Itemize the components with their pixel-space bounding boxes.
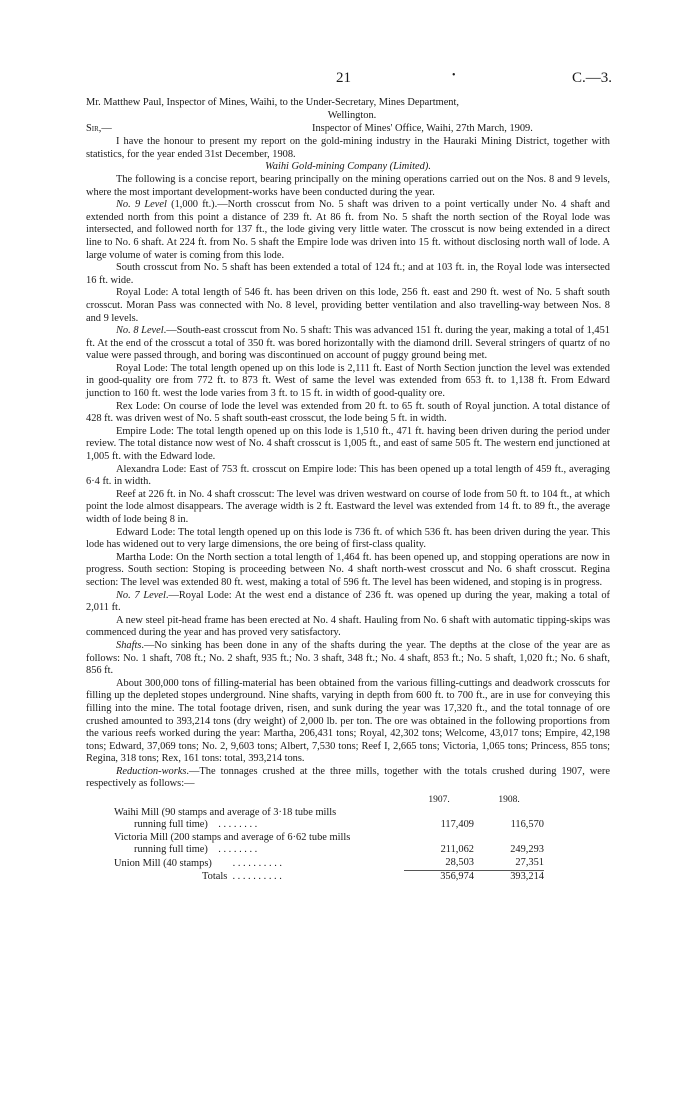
- company-title: Waihi Gold-mining Company (Limited).: [265, 161, 431, 173]
- paragraph: The following is a concise report, bearing principally on the mining operations carried out on the Nos. 8 and 9 levels, where the most important development-works have been conducted during the year.: [86, 173, 610, 198]
- inspector-name: Matthew Paul: [103, 97, 162, 108]
- cell-1907: 211,062: [440, 844, 474, 856]
- salutation-line: [86, 123, 610, 136]
- leader-dots: . . . . . . . . . .: [232, 857, 282, 869]
- totals-row: [114, 870, 544, 883]
- table-row: [114, 807, 544, 820]
- table-row: [114, 819, 544, 832]
- totals-label: Totals: [202, 870, 228, 882]
- paragraph: Empire Lode: The total length opened up on this lode is 1,510 ft., 471 ft. having been driven during the period under review. The total distance now west of No. 4 shaft crosscut is 1,005 ft., and east of same 505 ft. The western end junctioned at 1,005 ft. with the Edward lode.: [86, 425, 610, 463]
- crushing-table: [114, 794, 544, 883]
- paragraph: No. 8 Level.—South-east crosscut from No. 5 shaft: This was advanced 151 ft. during the year, making a total of 1,451 ft. At the end of the crosscut a total of 350 ft. was bored horizontally with the diamond drill. Several stringers of quartz of no value were passed through, and boring was discontinued on account of puggy ground being met.: [86, 325, 610, 362]
- intro-paragraph: I have the honour to present my report on the gold-mining industry in the Hauraki Mining District, together with statistics, for the year ended 31st December, 1908.: [86, 136, 610, 160]
- cell-1908: 27,351: [474, 857, 544, 870]
- paragraph: Martha Lode: On the North section a total length of 1,464 ft. has been opened up, and stopping operations are now in progress. South section: Stoping is proceeding between No. 4 shaft north-west crosscut and No. 6 shaft crosscut. Regina section: The level was extended 80 ft. west, making a total of 596 ft. The level has been widened, and stoping is in progress.: [86, 551, 610, 588]
- paragraph: South crosscut from No. 5 shaft has been extended a total of 124 ft.; and at 103 ft. in, the Royal lode was intersected 16 ft. wide.: [86, 262, 610, 286]
- leader-dots: . . . . . . . .: [218, 844, 258, 856]
- row-label: Victoria Mill (200 stamps and average of 6·62 tube mills: [114, 831, 351, 843]
- paragraph: A new steel pit-head frame has been erected at No. 4 shaft. Hauling from No. 6 shaft with automatic tipping-skips was commenced during the year and has proved very satisfactory.: [86, 614, 610, 639]
- paragraph: No. 7 Level.—Royal Lode: At the west end a distance of 236 ft. was opened up during the year, making a total of 2,011 ft.: [86, 589, 610, 614]
- column-header-1907: 1907.: [428, 795, 450, 806]
- header-dot: •: [452, 70, 456, 81]
- total-1907: 356,974: [440, 870, 474, 882]
- paragraph: Alexandra Lode: East of 753 ft. crosscut on Empire lode: This has been opened up a total length of 459 ft., averaging 6·4 ft. in width.: [86, 463, 610, 488]
- total-1908: 393,214: [510, 870, 544, 882]
- row-label: Union Mill (40 stamps): [114, 857, 212, 869]
- cell-1908: 249,293: [510, 844, 544, 856]
- row-label: Waihi Mill (90 stamps and average of 3·18 tube mills: [114, 806, 337, 818]
- table-row: [114, 832, 544, 845]
- page-number: 21: [336, 70, 351, 86]
- paragraph: Rex Lode: On course of lode the level was extended from 20 ft. to 65 ft. south of Royal junction. A total distance of 428 ft. was driven west of No. 5 shaft south-east crosscut, the lode being 5 ft. in width.: [86, 400, 610, 425]
- addressee: Under-Secretary: [305, 97, 374, 108]
- paragraph: Royal Lode: A total length of 546 ft. has been driven on this lode, 256 ft. east and 290 ft. west of No. 5 shaft south crosscut. Moran Pass was connected with No. 8 level, providing better ventilation and also travelling-way between Nos. 8 and 9 levels.: [86, 287, 610, 324]
- leader-dots: . . . . . . . .: [218, 819, 258, 831]
- document-reference: C.—3.: [571, 70, 612, 86]
- paragraph: Royal Lode: The total length opened up on this lode is 2,111 ft. East of North Section junction the level was extended in good-quality ore from 772 ft. to 873 ft. West of same the level was extended from 653 ft. to 1,138 ft. From Edward junction to 160 ft. west the lode varies from 3 ft. to 15 ft. in width of good-quality ore.: [86, 362, 610, 400]
- address-line-2: Wellington.: [327, 109, 377, 121]
- paragraph: Reduction-works.—The tonnages crushed at the three mills, together with the totals crushed during 1907, were respectively as follows:—: [86, 765, 610, 790]
- salutation: Sir,—: [86, 123, 112, 135]
- column-header-1908: 1908.: [498, 795, 520, 806]
- paragraph: Reef at 226 ft. in No. 4 shaft crosscut: The level was driven westward on course of lode from 50 ft. to 104 ft., at which point the lode almost disappears. The average width is 2 ft. Eastward the level was extended from 14 ft. to 89 ft., the average width of lode being 8 in.: [86, 488, 610, 525]
- row-label-cont: running full time): [134, 819, 208, 831]
- table-row: [114, 857, 544, 870]
- leader-dots: . . . . . . . . . .: [232, 870, 282, 882]
- place-date: Inspector of Mines' Office, Waihi, 27th March, 1909.: [312, 123, 533, 135]
- paragraph: About 300,000 tons of filling-material has been obtained from the various filling-cuttings and deadwork crosscuts for filling up the depleted stopes underground. Nine shafts, varying in depth from 600 ft. to 700 ft., are in use for conveying this filling into the mine. The total footage driven, risen, and sunk during the year was 17,320 ft., and the total tonnage of ore crushed amounted to 393,214 tons (dry weight) of 2,000 lb. per ton. The ore was obtained in the following proportions from the various reefs worked during the year: Martha, 206,431 tons; Royal, 42,302 tons; Welcome, 43,017 tons; Empire, 42,198 tons; Edward, 37,069 tons; No. 2, 9,603 tons; Albert, 7,530 tons; Reef I, 2,665 tons; Victoria, 1,065 tons; Princess, 855 tons; Regina, 318 tons; Rex, 161 tons: total, 393,214 tons.: [86, 677, 610, 765]
- address-line-1: Mr. Matthew Paul, Inspector of Mines, Waihi, to the Under-Secretary, Mines Department,: [86, 97, 459, 108]
- cell-1907: 117,409: [440, 819, 474, 831]
- paragraph: Shafts.—No sinking has been done in any of the shafts during the year. The depths at the close of the year are as follows: No. 1 shaft, 708 ft.; No. 2 shaft, 935 ft.; No. 3 shaft, 348 ft.; No. 4 shaft, 853 ft.; No. 5 shaft, 1,020 ft.; No. 6 shaft, 856 ft.: [86, 639, 610, 677]
- paragraph: No. 9 Level (1,000 ft.).—North crosscut from No. 5 shaft was driven to a point vertically under No. 4 shaft and extended north from this point a distance of 239 ft. At 86 ft. from No. 5 shaft the north section of the Royal lode was intersected, and followed north for 137 ft., the lode giving very little water. The crosscut is now being extended in a direct line to No. 6 shaft. At 224 ft. from No. 5 shaft the Empire lode was driven into 15 ft. without disclosing north wall of lode. A large volume of water is coming from this lode.: [86, 199, 610, 261]
- paragraph: Edward Lode: The total length opened up on this lode is 736 ft. of which 536 ft. has been driven during the year. This lode has widened out to very large dimensions, the ore being of first-class quality.: [86, 526, 610, 551]
- cell-1908: 116,570: [510, 819, 544, 831]
- row-label-cont: running full time): [134, 844, 208, 856]
- table-row: [114, 844, 544, 857]
- page-header: [0, 70, 700, 90]
- cell-1907: 28,503: [404, 857, 474, 870]
- report-body: [86, 97, 610, 883]
